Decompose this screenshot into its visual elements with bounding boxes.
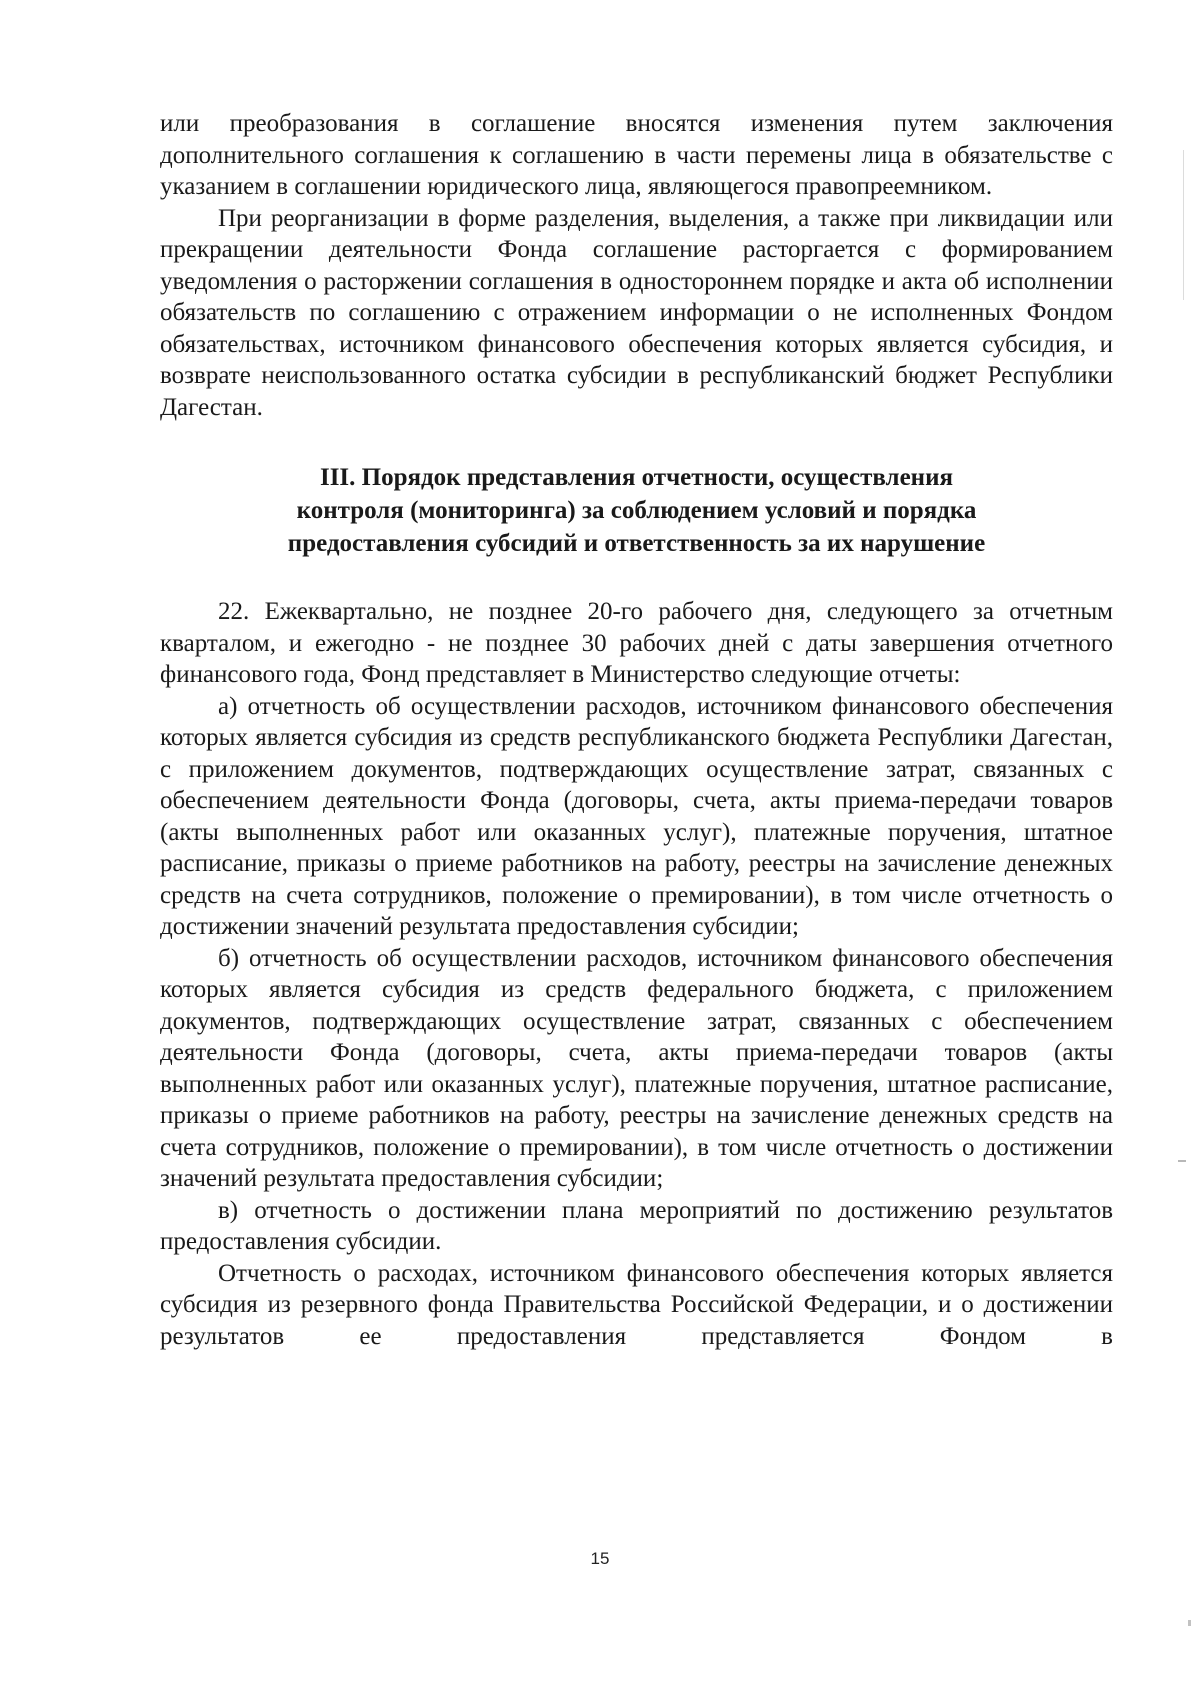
section-heading-line-1: III. Порядок представления отчетности, осуществления: [319, 464, 954, 491]
section-heading-line-3: предоставления субсидий и ответственность за их нарушение: [287, 530, 986, 557]
paragraph-reserve-fund: Отчетность о расходах, источником финансового обеспечения которых является субсидия из резервного фонда Правительства Российской Федерации, и о достижении результатов ее предоставления представляется Фондом в: [160, 1259, 1113, 1350]
scan-artifact-mark: [1183, 150, 1184, 300]
paragraph-subitem-b: б) отчетность об осуществлении расходов, источником финансового обеспечения которых является субсидия из средств федерального бюджета, с приложением документов, подтверждающих осуществление затрат, связанных с обеспечением деятельности Фонда (договоры, счета, акты приема-передачи товаров (акты выполненных работ или оказанных услуг), платежные поручения, штатное расписание, приказы о приеме работников на работу, реестры на зачисление денежных средств на счета сотрудников, положение о премировании), в том числе отчетность о достижении значений результата предоставления субсидии;: [160, 944, 1113, 1192]
paragraph-continuation: или преобразования в соглашение вносятся изменения путем заключения дополнительного соглашения к соглашению в части перемены лица в обязательстве с указанием в соглашении юридического лица, являющегося правопреемником.: [160, 110, 1113, 200]
paragraph-item-22: 22. Ежеквартально, не позднее 20-го рабочего дня, следующего за отчетным кварталом, и ежегодно - не позднее 30 рабочих дней с даты завершения отчетного финансового года, Фонд представляет в Министерство следующие отчеты:: [160, 598, 1113, 688]
section-heading: [160, 461, 1113, 560]
paragraph-subitem-v: в) отчетность о достижении плана мероприятий по достижению результатов предоставления субсидии.: [160, 1196, 1113, 1255]
paragraph-subitem-a: а) отчетность об осуществлении расходов, источником финансового обеспечения которых является субсидия из средств республиканского бюджета Республики Дагестан, с приложением документов, подтверждающих осуществление затрат, связанных с обеспечением деятельности Фонда (договоры, счета, акты приема-передачи товаров (акты выполненных работ или оказанных услуг), платежные поручения, штатное расписание, приказы о приеме работников на работу, реестры на зачисление денежных средств на счета сотрудников, положение о премировании), в том числе отчетность о достижении значений результата предоставления субсидии;: [160, 692, 1113, 940]
section-heading-line-2: контроля (мониторинга) за соблюдением условий и порядка: [296, 497, 977, 524]
document-body: [160, 108, 1113, 1352]
scan-artifact-mark: [1188, 1620, 1191, 1626]
scan-artifact-mark: [1178, 1160, 1186, 1162]
paragraph-reorganization: При реорганизации в форме разделения, выделения, а также при ликвидации или прекращении деятельности Фонда соглашение расторгается с формированием уведомления о расторжении соглашения в одностороннем порядке и акта об исполнении обязательств по соглашению с отражением информации о не исполненных Фондом обязательствах, источником финансового обеспечения которых является субсидия, и возврате неиспользованного остатка субсидии в республиканский бюджет Республики Дагестан.: [160, 204, 1113, 421]
page-number: 15: [590, 1549, 610, 1568]
